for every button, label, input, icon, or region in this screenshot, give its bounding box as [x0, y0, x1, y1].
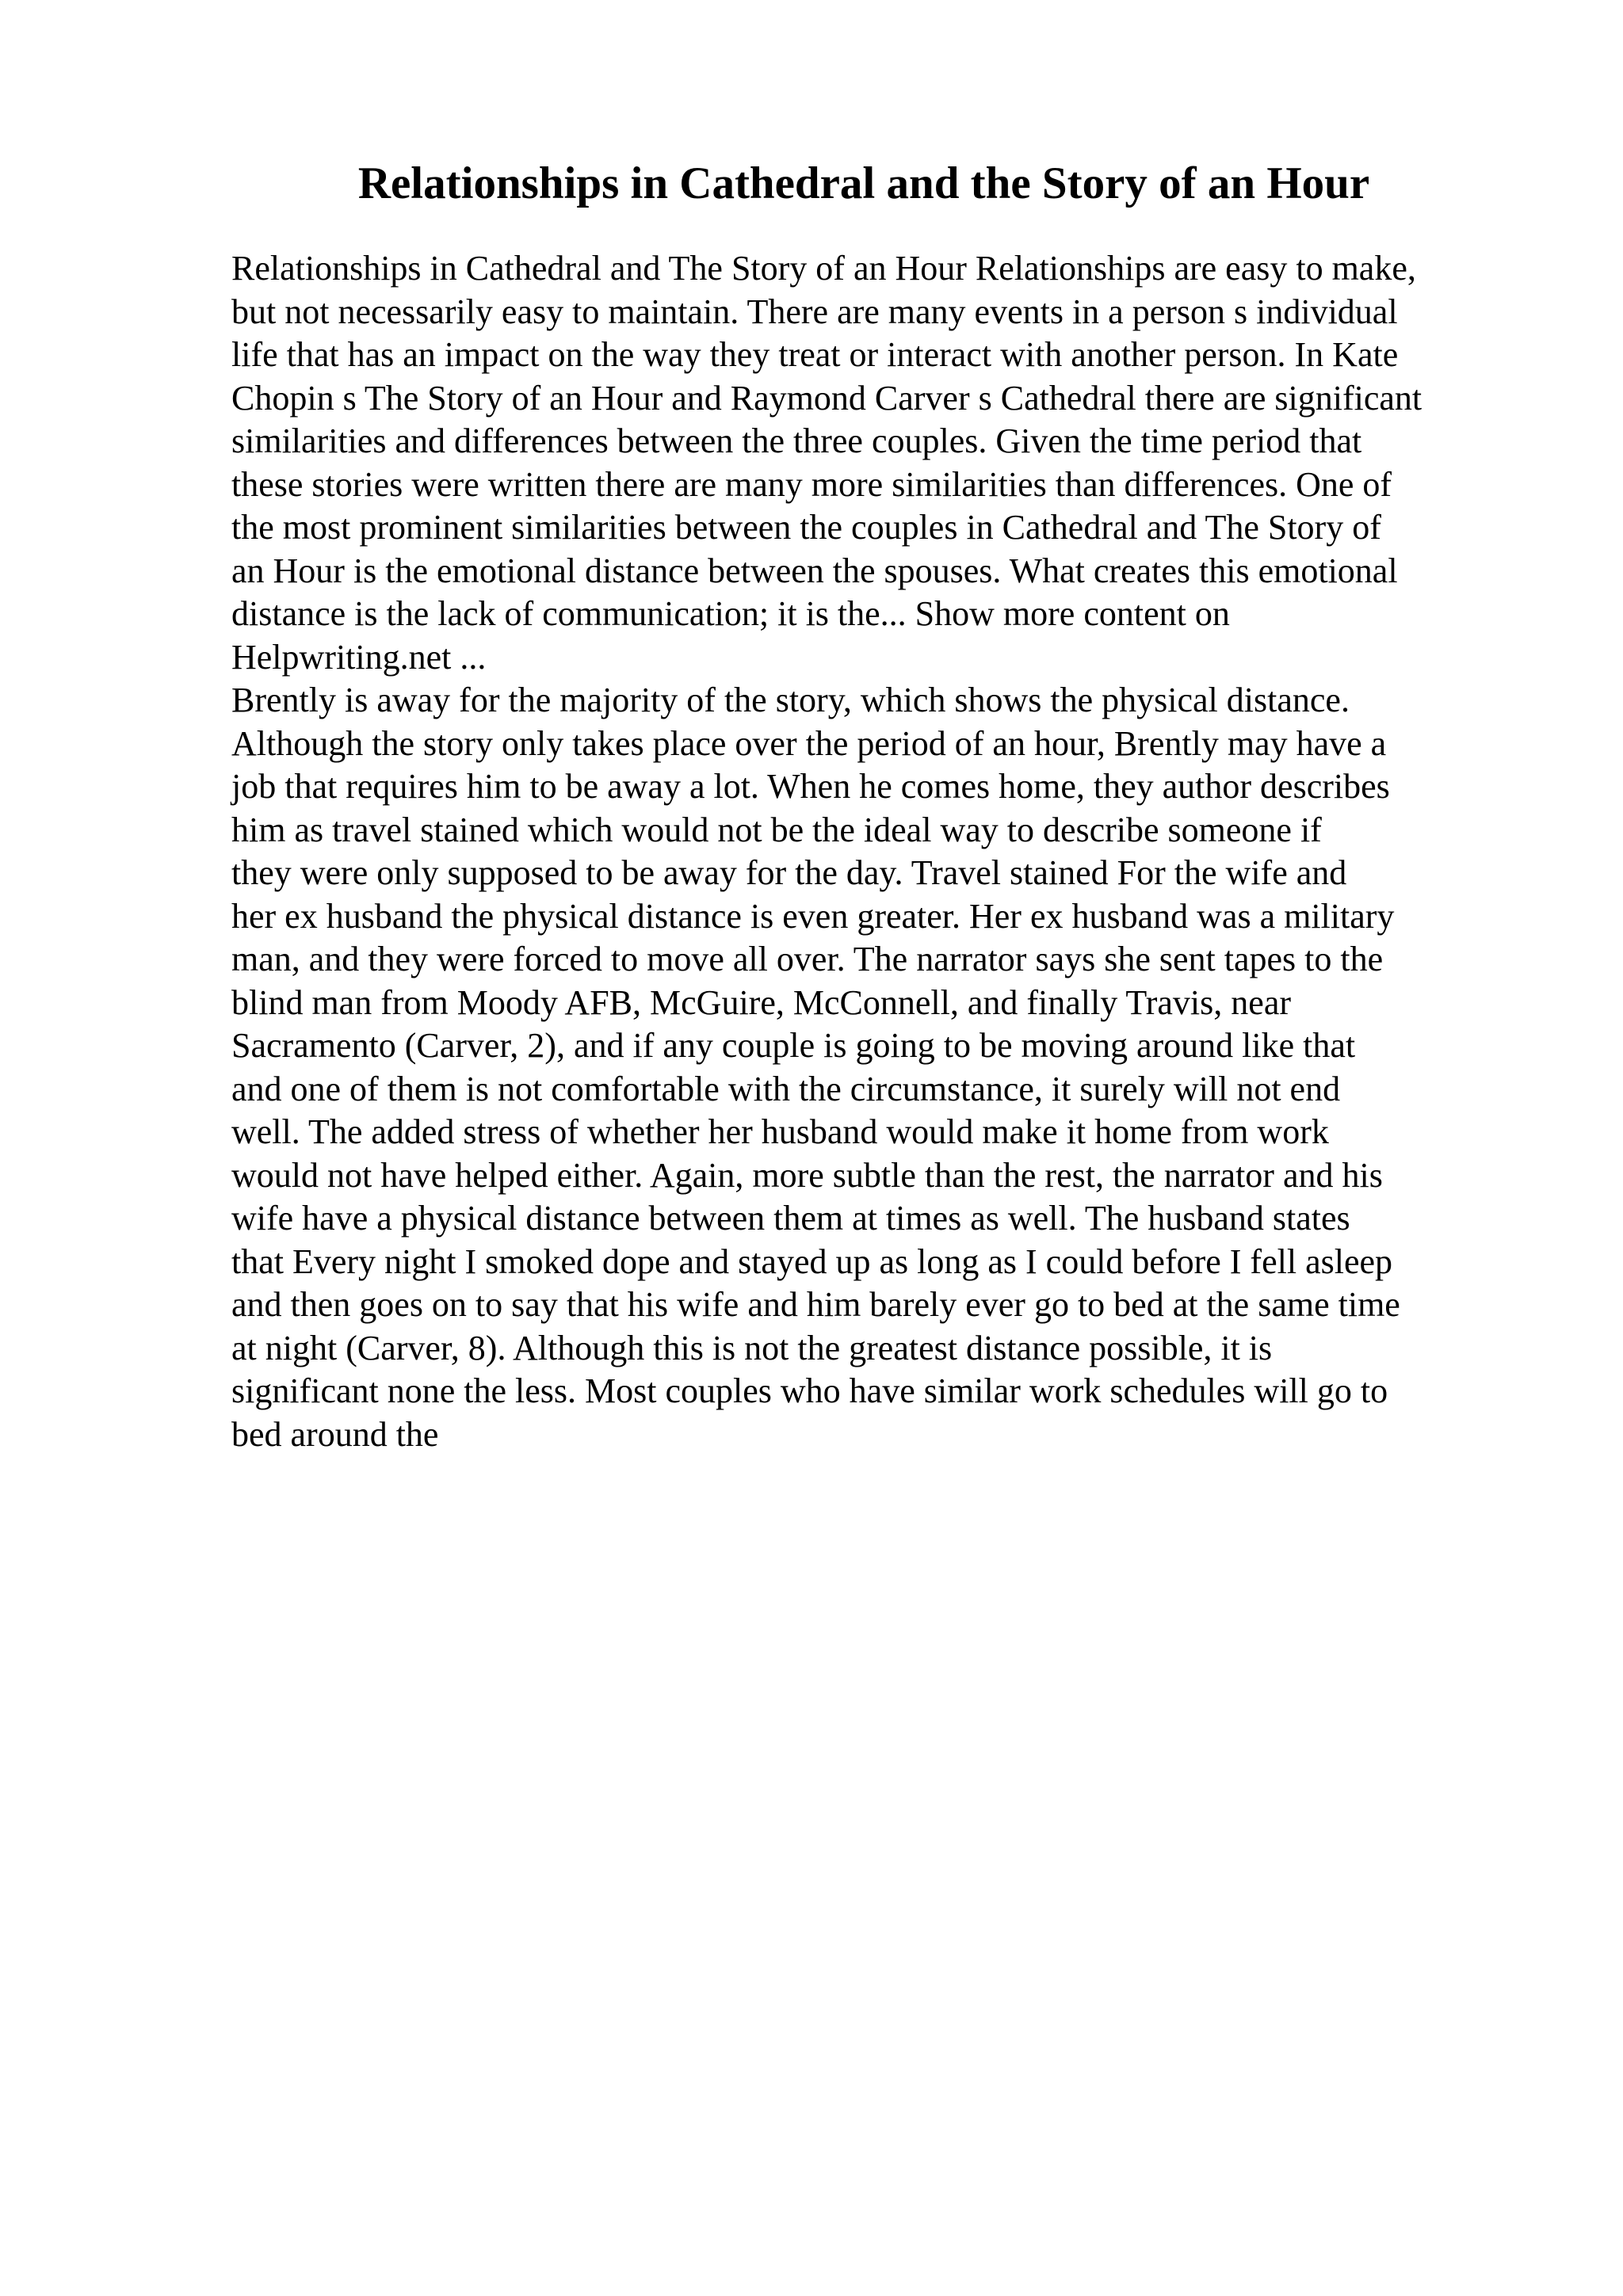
text-line: but not necessarily easy to maintain. There are many events in a person s individual	[231, 292, 1398, 331]
text-line: Relationships in Cathedral and The Story of an Hour Relationships are easy to make,	[231, 249, 1416, 288]
text-line: blind man from Moody AFB, McGuire, McConnell, and finally Travis, near	[231, 982, 1291, 1022]
text-line: the most prominent similarities between the couples in Cathedral and The Story of	[231, 508, 1381, 547]
text-line: these stories were written there are many more similarities than differences. One of	[231, 464, 1392, 504]
text-line: Brently is away for the majority of the story, which shows the physical distance.	[231, 681, 1350, 719]
text-line: they were only supposed to be away for the day. Travel stained For the wife and	[231, 853, 1347, 892]
text-line: Helpwriting.net ...	[231, 637, 487, 677]
text-line: Although the story only takes place over the period of an hour, Brently may have a	[231, 723, 1387, 763]
text-line: life that has an impact on the way they treat or interact with another person. In Kate	[231, 335, 1399, 374]
text-line: bed around the	[231, 1414, 439, 1454]
text-line: Chopin s The Story of an Hour and Raymond Carver s Cathedral there are significant	[231, 378, 1423, 418]
text-line: wife have a physical distance between them at times as well. The husband states	[231, 1199, 1350, 1238]
text-line: distance is the lack of communication; it is the... Show more content on	[231, 594, 1230, 633]
text-line: would not have helped either. Again, more subtle than the rest, the narrator and his	[231, 1155, 1383, 1195]
text-line: significant none the less. Most couples who have similar work schedules will go to	[231, 1371, 1388, 1410]
text-line: him as travel stained which would not be the ideal way to describe someone if	[231, 810, 1322, 849]
text-line: that Every night I smoked dope and stayed up as long as I could before I fell asleep	[231, 1241, 1392, 1281]
document-body	[231, 247, 1499, 1456]
text-line: and then goes on to say that his wife and him barely ever go to bed at the same time	[231, 1285, 1400, 1324]
text-line: and one of them is not comfortable with the circumstance, it surely will not end	[231, 1069, 1341, 1108]
text-line: well. The added stress of whether her husband would make it home from work	[231, 1112, 1329, 1151]
text-line: man, and they were forced to move all over. The narrator says she sent tapes to the	[231, 940, 1384, 978]
text-line: similarities and differences between the three couples. Given the time period that	[231, 421, 1362, 460]
text-line: her ex husband the physical distance is even greater. Her ex husband was a military	[231, 896, 1395, 936]
text-line: at night (Carver, 8). Although this is not the greatest distance possible, it is	[231, 1328, 1273, 1367]
text-line: an Hour is the emotional distance between the spouses. What creates this emotional	[231, 551, 1398, 590]
text-line: job that requires him to be away a lot. When he comes home, they author describes	[231, 767, 1390, 806]
document-title: Relationships in Cathedral and the Story of an Hour	[357, 158, 1370, 208]
text-line: Sacramento (Carver, 2), and if any couple is going to be moving around like that	[231, 1026, 1356, 1065]
